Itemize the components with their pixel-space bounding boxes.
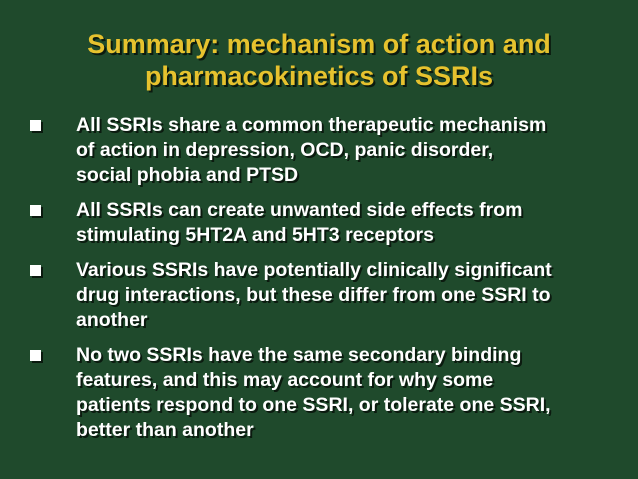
bullet-line: of action in depression, OCD, panic disorder,: [76, 139, 494, 161]
slide-title-line-1: Summary: mechanism of action and: [87, 29, 551, 59]
bullet-line: All SSRIs can create unwanted side effects from: [76, 199, 523, 221]
bullet-item-drug-interactions: [30, 258, 610, 333]
bullet-line: drug interactions, but these differ from one SSRI to: [76, 284, 551, 306]
bullet-item-common-mechanism: [30, 113, 610, 188]
bullet-line: patients respond to one SSRI, or tolerate one SSRI,: [76, 394, 551, 416]
bullet-list: [30, 113, 610, 453]
square-bullet-icon: [30, 205, 41, 216]
bullet-line: Various SSRIs have potentially clinically significant: [76, 259, 552, 281]
bullet-line: another: [76, 309, 148, 331]
square-bullet-icon: [30, 120, 41, 131]
bullet-line: social phobia and PTSD: [76, 164, 299, 186]
square-bullet-icon: [30, 265, 41, 276]
slide-title: [20, 28, 618, 92]
bullet-line: No two SSRIs have the same secondary binding: [76, 344, 522, 366]
bullet-item-secondary-binding: [30, 343, 610, 443]
slide-title-line-2: pharmacokinetics of SSRIs: [144, 61, 494, 91]
bullet-line: features, and this may account for why some: [76, 369, 494, 391]
square-bullet-icon: [30, 350, 41, 361]
bullet-line: All SSRIs share a common therapeutic mechanism: [76, 114, 547, 136]
bullet-item-side-effects: [30, 198, 610, 248]
bullet-line: stimulating 5HT2A and 5HT3 receptors: [76, 224, 434, 246]
bullet-line: better than another: [76, 419, 254, 441]
